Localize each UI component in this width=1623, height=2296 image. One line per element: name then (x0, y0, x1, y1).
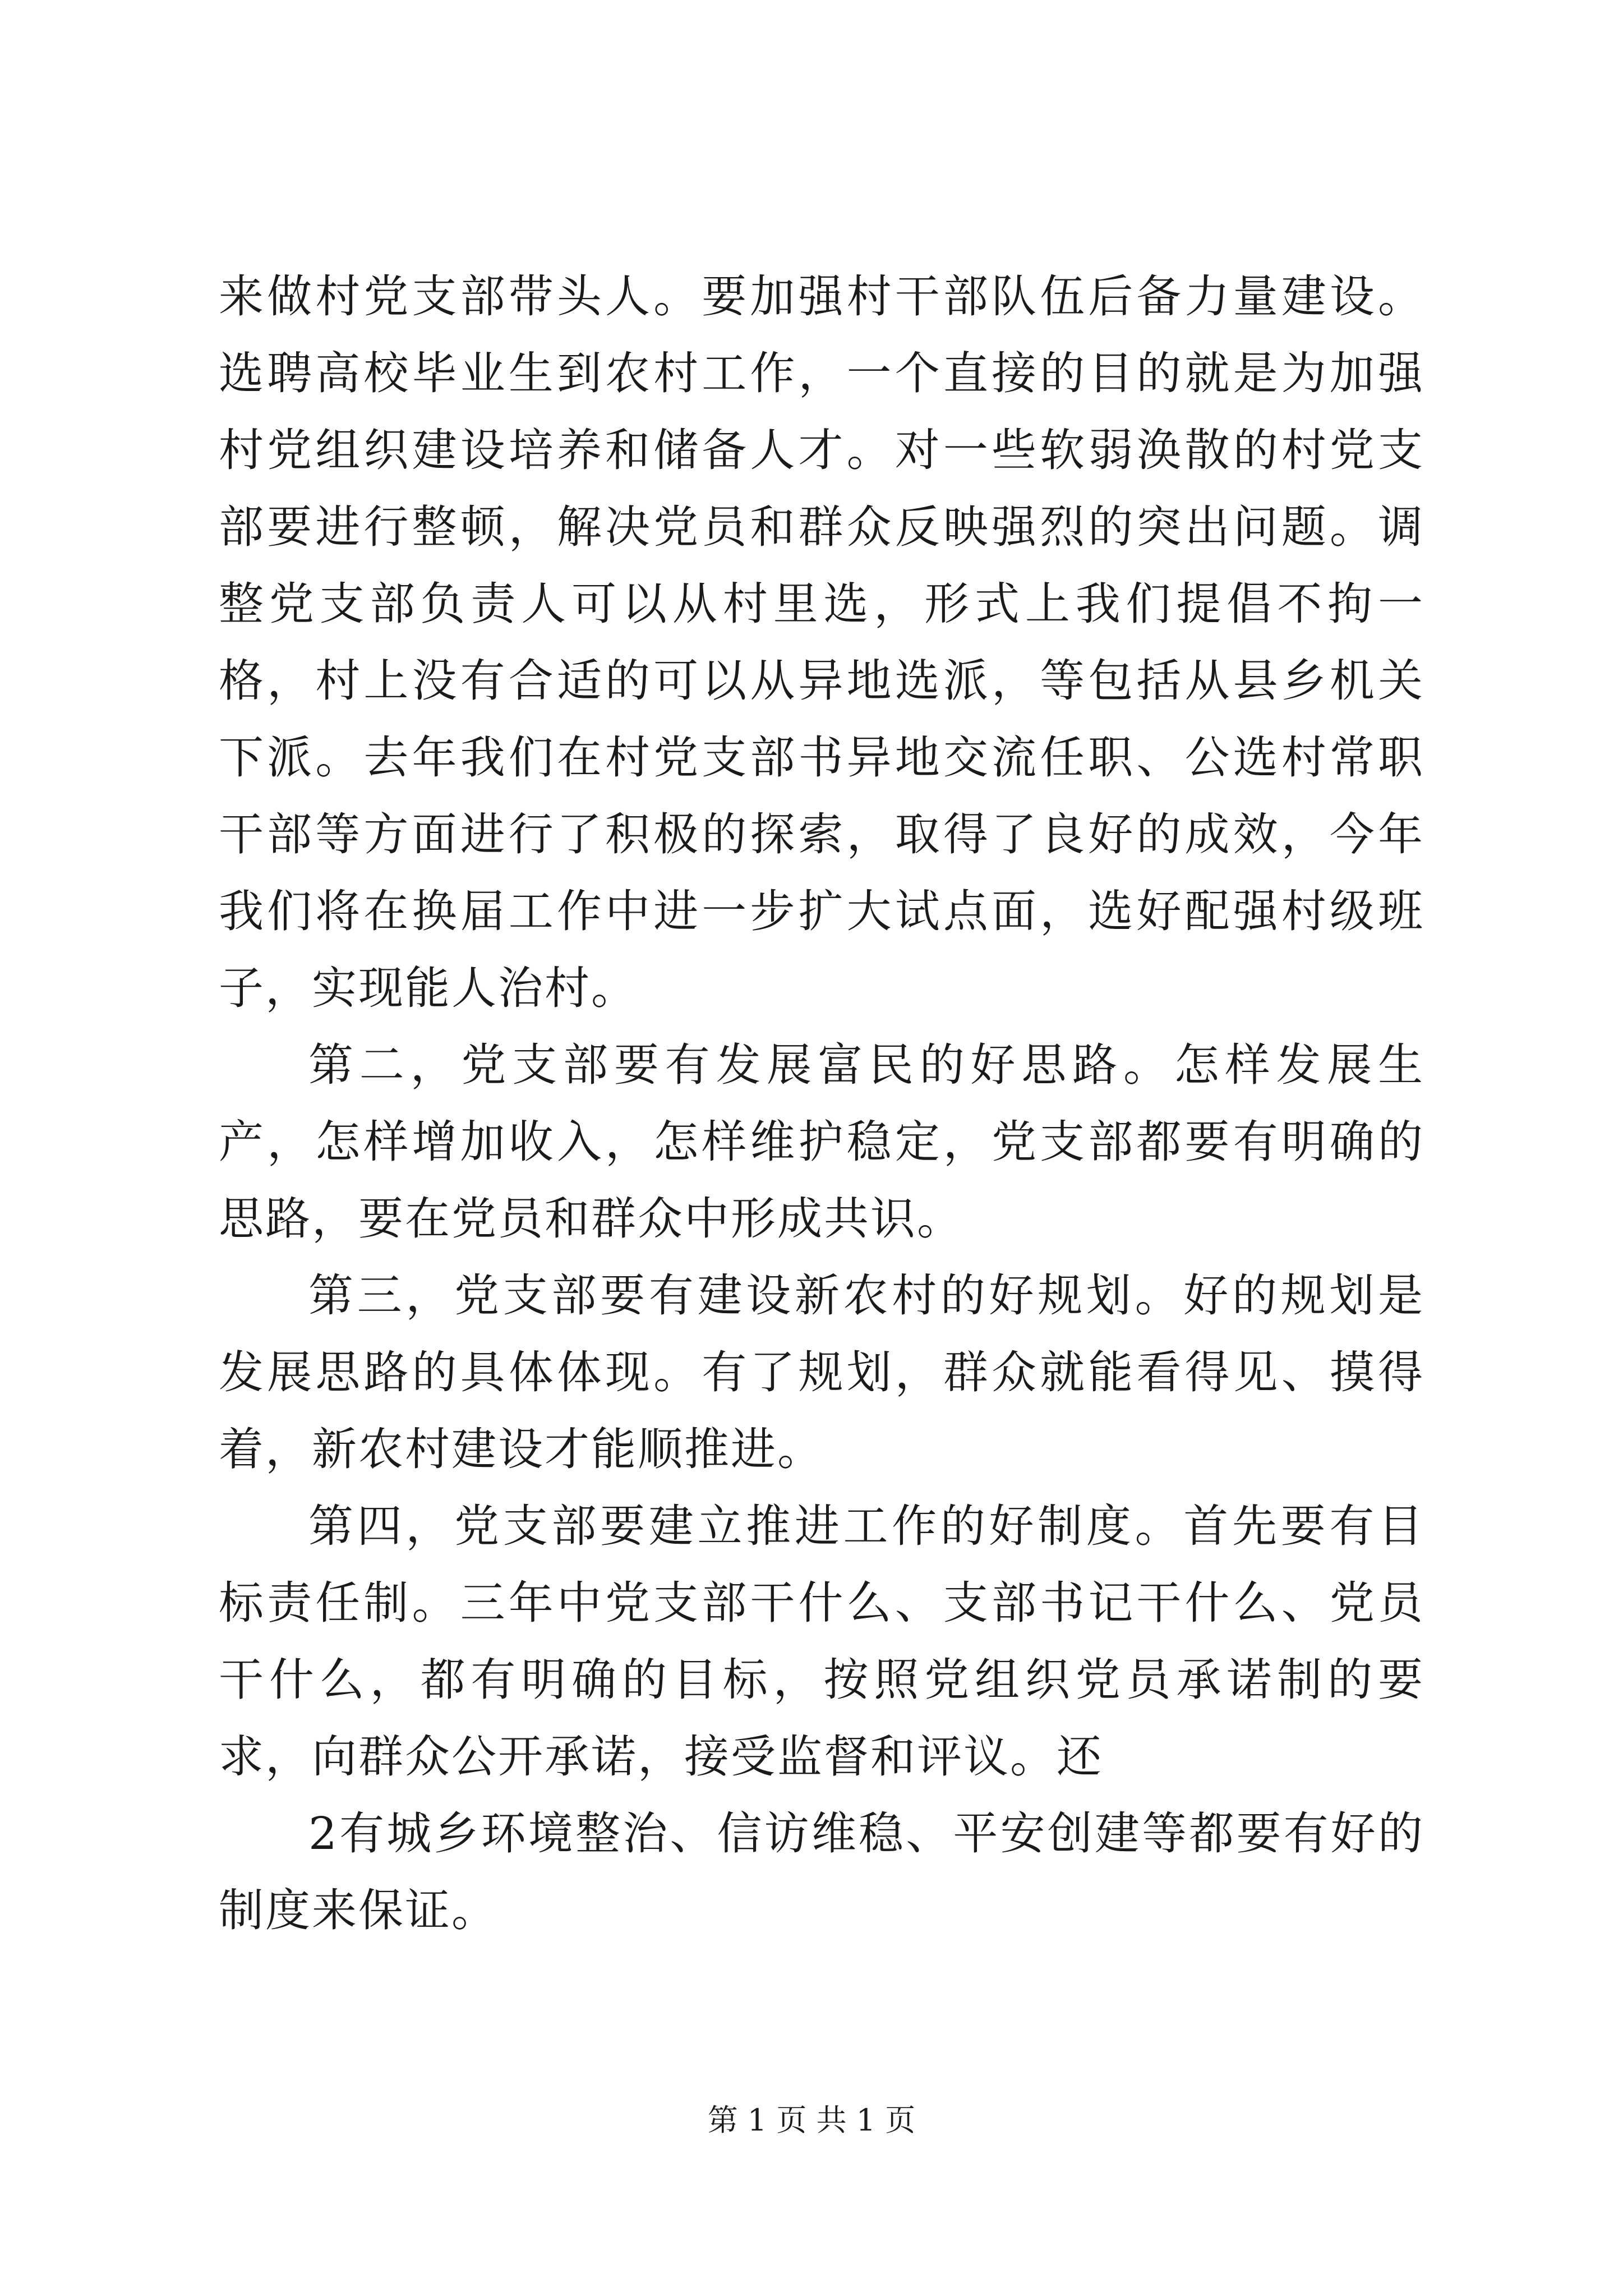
paragraph-4: 第四，党支部要建立推进工作的好制度。首先要有目标责任制。三年中党支部干什么、支部书记干什么、党员干什么，都有明确的目标，按照党组织党员承诺制的要求，向群众公开承诺，接受监督和评议。还 (219, 1500, 1424, 1783)
paragraph-1: 来做村党支部带头人。要加强村干部队伍后备力量建设。选聘高校毕业生到农村工作，一个直接的目的就是为加强村党组织建设培养和储备人才。对一些软弱涣散的村党支部要进行整顿，解决党员和群众反映强烈的突出问题。调整党支部负责人可以从村里选，形式上我们提倡不拘一格，村上没有合适的可以从异地选派，等包括从县乡机关下派。去年我们在村党支部书异地交流任职、公选村常职干部等方面进行了积极的探索，取得了良好的成效，今年我们将在换届工作中进一步扩大试点面，选好配强村级班子，实现能人治村。 (219, 270, 1424, 1014)
paragraph-5: 2有城乡环境整治、信访维稳、平安创建等都要有好的制度来保证。 (219, 1807, 1424, 1936)
paragraph-3: 第三，党支部要有建设新农村的好规划。好的规划是发展思路的具体体现。有了规划，群众就能看得见、摸得着，新农村建设才能顺推进。 (219, 1269, 1424, 1475)
paragraph-2: 第二，党支部要有发展富民的好思路。怎样发展生产，怎样增加收入，怎样维护稳定，党支部都要有明确的思路，要在党员和群众中形成共识。 (219, 1039, 1424, 1245)
page-number-footer: 第 1 页 共 1 页 (707, 2102, 916, 2138)
document-body (219, 258, 1424, 1949)
